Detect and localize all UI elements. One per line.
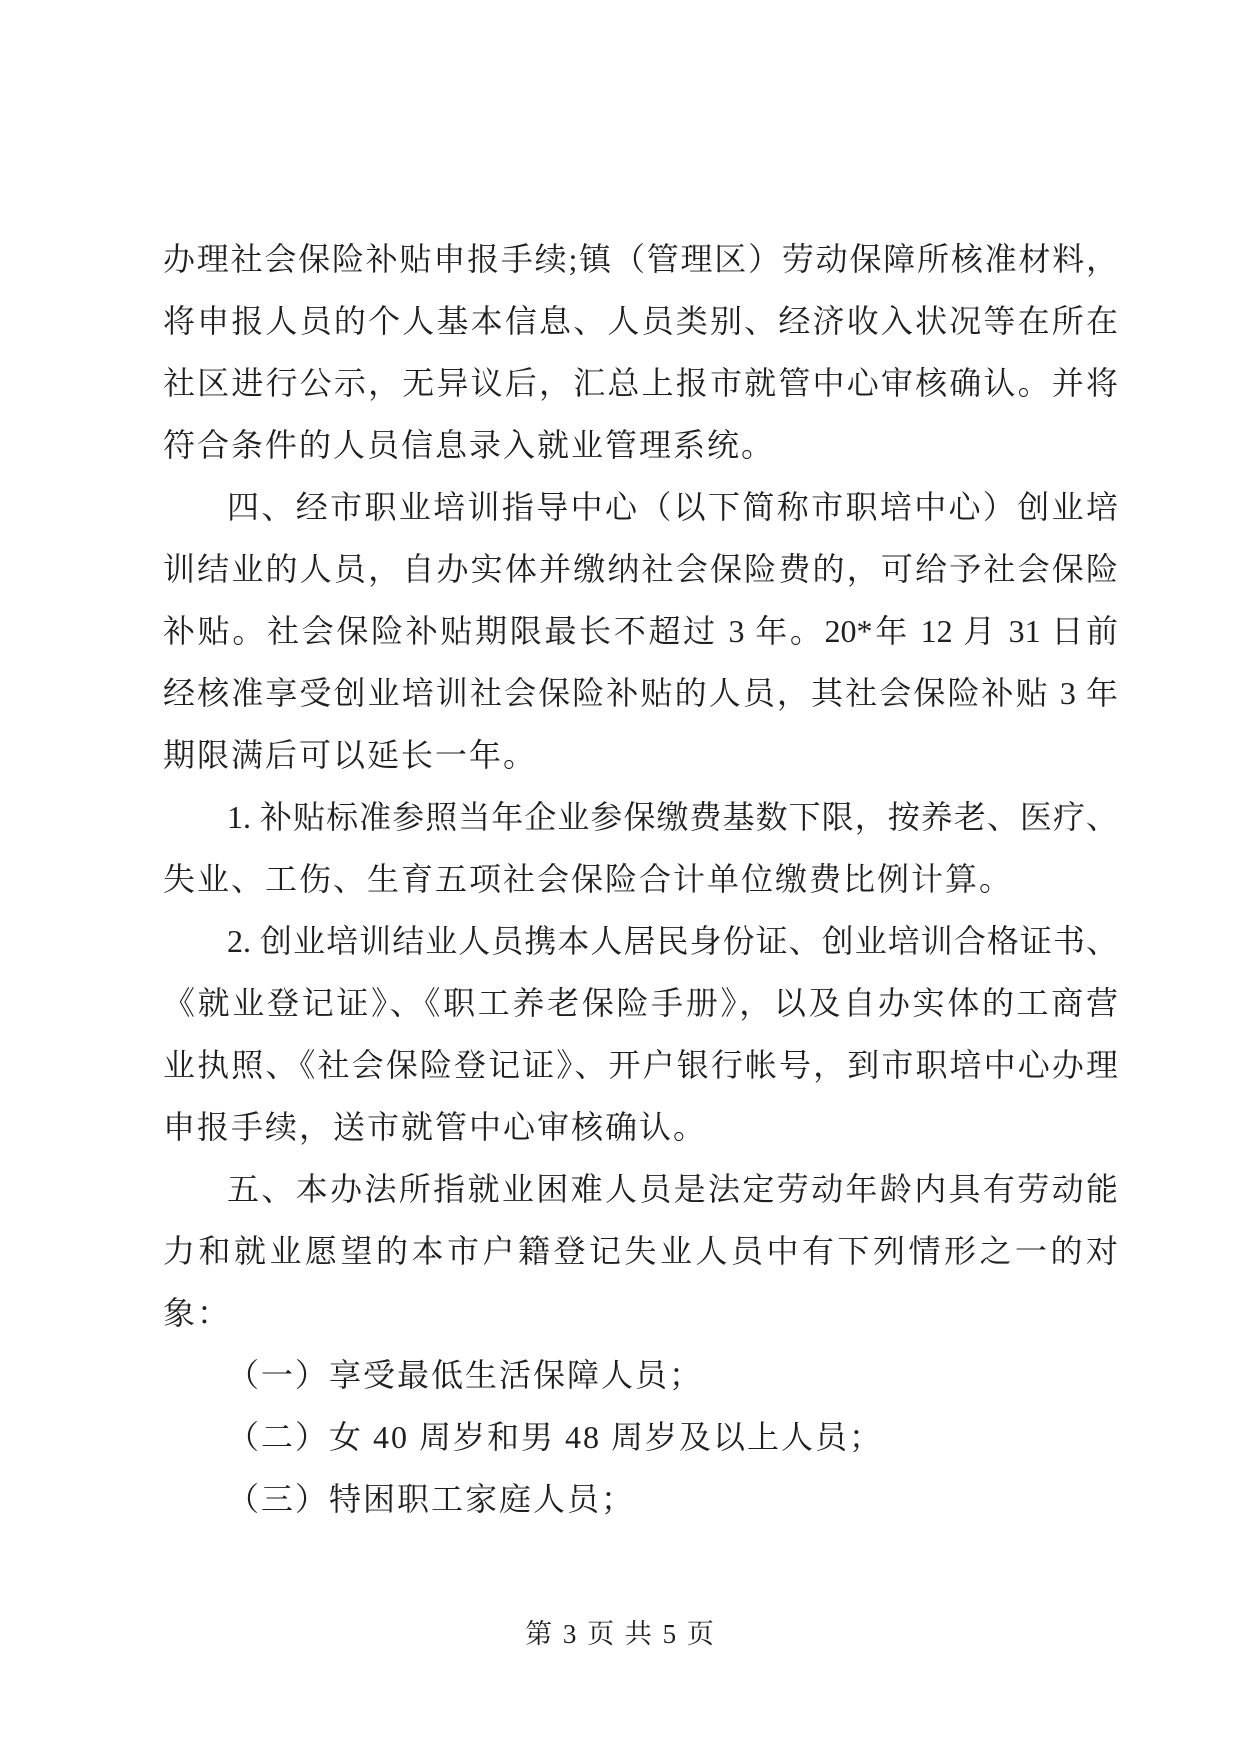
text-line: 经核准享受创业培训社会保险补贴的人员，其社会保险补贴 3 年: [163, 675, 1118, 711]
page-number-footer: 第 3 页 共 5 页: [525, 1619, 716, 1649]
text-line: 1. 补贴标准参照当年企业参保缴费基数下限，按养老、医疗、: [227, 799, 1118, 835]
text-line: 办理社会保险补贴申报手续;镇（管理区）劳动保障所核准材料，: [163, 241, 1118, 277]
text-line: 符合条件的人员信息录入就业管理系统。: [163, 427, 776, 463]
text-line: 申报手续，送市就管中心审核确认。: [163, 1109, 708, 1145]
list-item: （三）特困职工家庭人员；: [227, 1481, 636, 1517]
text-line: 失业、工伤、生育五项社会保险合计单位缴费比例计算。: [163, 861, 1014, 897]
text-line: 业执照、《社会保险登记证》、开户银行帐号，到市职培中心办理: [163, 1047, 1118, 1083]
text-line: 补贴。社会保险补贴期限最长不超过 3 年。20*年 12 月 31 日前: [163, 613, 1118, 649]
document-body: [163, 228, 1118, 1530]
text-line: 力和就业愿望的本市户籍登记失业人员中有下列情形之一的对: [163, 1233, 1118, 1269]
text-line: 《就业登记证》、《职工养老保险手册》，以及自办实体的工商营: [163, 985, 1118, 1021]
text-line: 训结业的人员，自办实体并缴纳社会保险费的，可给予社会保险: [163, 551, 1118, 587]
text-line: 社区进行公示，无异议后，汇总上报市就管中心审核确认。并将: [163, 365, 1118, 401]
text-line: 2. 创业培训结业人员携本人居民身份证、创业培训合格证书、: [227, 923, 1118, 959]
list-item: （二）女 40 周岁和男 48 周岁及以上人员；: [227, 1419, 884, 1455]
text-line: 五、本办法所指就业困难人员是法定劳动年龄内具有劳动能: [227, 1171, 1118, 1207]
list-item: （一）享受最低生活保障人员；: [227, 1357, 704, 1393]
text-line: 四、经市职业培训指导中心（以下简称市职培中心）创业培: [227, 489, 1118, 525]
text-line: 期限满后可以延长一年。: [163, 737, 538, 773]
text-line: 将申报人员的个人基本信息、人员类别、经济收入状况等在所在: [163, 303, 1118, 339]
text-line: 象：: [163, 1295, 232, 1331]
